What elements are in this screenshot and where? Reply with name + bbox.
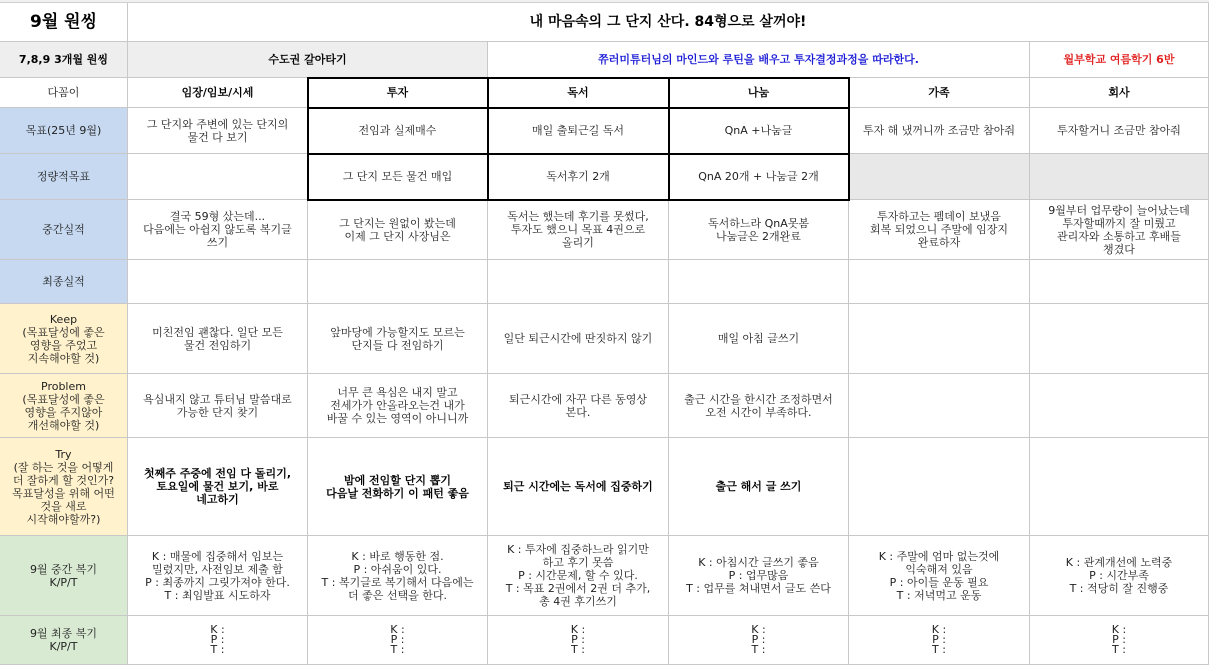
sub-left-label: 7,8,9 3개월 원씽 [18, 53, 109, 66]
cell-text: 출근 해서 글 쓰기 [715, 480, 802, 493]
cell-goal-family[interactable] [849, 108, 1030, 154]
row-label-problem[interactable] [0, 374, 128, 438]
column-header-label: 임장/임보/시세 [181, 86, 254, 99]
cell-text: K : 바로 행동한 점. P : 아쉬움이 있다. T : 복기글로 복기해서 다음에는 더 좋은 선택을 한다. [321, 549, 474, 602]
cell-finalreview-reading[interactable] [488, 616, 669, 665]
row-label-text: Keep (목표달성에 좋은 영향을 주었고 지속해야할 것) [22, 312, 105, 365]
cell-quant-invest[interactable] [308, 154, 488, 200]
cell-try-company[interactable] [1030, 438, 1209, 536]
row-label-mid-review[interactable] [0, 536, 128, 616]
cell-text: K : P : T : [931, 623, 947, 656]
sub-left-cell[interactable] [0, 42, 128, 78]
cell-keep-imjang[interactable] [128, 304, 308, 374]
row-label-keep[interactable] [0, 304, 128, 374]
row-label-text: 중간실적 [42, 223, 85, 236]
column-header-label: 회사 [1108, 86, 1130, 99]
cell-text: K : 투자에 집중하느라 읽기만 하고 후기 못씀 P : 시간문제, 할 수 있다. T : 목표 2권에서 2권 더 추가, 총 4권 후기쓰기 [505, 543, 651, 608]
cell-text: K : P : T : [210, 623, 225, 656]
cell-quant-family[interactable] [849, 154, 1030, 200]
month-title: 9월 원씽 [29, 11, 97, 32]
row-label-text: 목표(25년 9월) [25, 124, 102, 137]
row-label-text: 정량적목표 [36, 170, 91, 183]
column-header-reading[interactable] [488, 78, 669, 108]
cell-text: 그 단지 모든 물건 매입 [342, 170, 453, 183]
cell-midreview-invest[interactable] [308, 536, 488, 616]
cell-goal-invest[interactable] [308, 108, 488, 154]
sub-class-label: 월부학교 여름학기 6반 [1063, 53, 1175, 66]
row-label-goal[interactable] [0, 108, 128, 154]
sub-class-cell[interactable] [1030, 42, 1209, 78]
cell-text: K : P : T : [570, 623, 586, 656]
cell-text: 독서는 했는데 후기를 못썼다, 투자도 했으니 목표 4권으로 올리기 [507, 210, 649, 249]
cell-text: 전임과 실제매수 [358, 124, 437, 137]
column-header-label: 가족 [928, 86, 950, 99]
row-label-final-result[interactable] [0, 260, 128, 304]
cell-text: 투자하고는 펨데이 보냈음 회복 되었으니 주말에 임장지 완료하자 [869, 210, 1008, 249]
cell-text: 미친전임 괜찮다. 일단 모든 물건 전임하기 [152, 325, 283, 352]
cell-text: 앞마당에 가능할지도 모르는 단지들 다 전임하기 [330, 325, 465, 352]
cell-keep-reading[interactable] [488, 304, 669, 374]
cell-text: K : 관계개선에 노력중 P : 시간부족 T : 적당히 잘 진행중 [1065, 556, 1173, 595]
cell-problem-company[interactable] [1030, 374, 1209, 438]
cell-text: 매일 아침 글쓰기 [717, 332, 800, 345]
cell-midreview-family[interactable] [849, 536, 1030, 616]
cell-mid-imjang[interactable] [128, 200, 308, 260]
cell-text: QnA 20개 + 나눔글 2개 [698, 170, 819, 183]
cell-text: 일단 퇴근시간에 딴짓하지 않기 [503, 332, 653, 345]
cell-problem-reading[interactable] [488, 374, 669, 438]
cell-text: 퇴근 시간에는 독서에 집중하기 [503, 480, 653, 493]
cell-text: 출근 시간을 한시간 조정하면서 오전 시간이 부족하다. [684, 392, 833, 419]
row-label-text: 9월 최종 복기 K/P/T [29, 627, 98, 653]
main-title: 내 마음속의 그 단지 산다. 84형으로 살꺼야! [529, 13, 807, 30]
cell-quant-imjang[interactable] [128, 154, 308, 200]
cell-keep-sharing[interactable] [669, 304, 849, 374]
cell-try-sharing[interactable] [669, 438, 849, 536]
cell-try-invest[interactable] [308, 438, 488, 536]
cell-goal-company[interactable] [1030, 108, 1209, 154]
cell-keep-company[interactable] [1030, 304, 1209, 374]
cell-text: 독서하느라 QnA못봄 나눔글은 2개완료 [707, 216, 810, 243]
cell-text: 매일 출퇴근길 독서 [531, 124, 624, 137]
column-header-label: 나눔 [747, 86, 770, 99]
column-header-label: 다꼼이 [47, 86, 80, 99]
cell-text: 결국 59형 샀는데... 다음에는 아쉽지 않도록 복기글 쓰기 [143, 210, 292, 249]
cell-final-family[interactable] [849, 260, 1030, 304]
cell-goal-sharing[interactable] [669, 108, 849, 154]
cell-mid-invest[interactable] [308, 200, 488, 260]
sub-theme-label: 수도권 갈아타기 [268, 53, 347, 66]
cell-final-reading[interactable] [488, 260, 669, 304]
cell-text: QnA +나눔글 [724, 124, 793, 137]
column-header-invest[interactable] [308, 78, 488, 108]
cell-mid-sharing[interactable] [669, 200, 849, 260]
cell-midreview-company[interactable] [1030, 536, 1209, 616]
row-label-text: 최종실적 [42, 275, 85, 288]
cell-finalreview-sharing[interactable] [669, 616, 849, 665]
row-label-quant-goal[interactable] [0, 154, 128, 200]
cell-finalreview-company[interactable] [1030, 616, 1209, 665]
row-label-try[interactable] [0, 438, 128, 536]
cell-final-imjang[interactable] [128, 260, 308, 304]
cell-text: 투자 해 냈꺼니까 조금만 참아줘 [862, 124, 1016, 137]
cell-keep-family[interactable] [849, 304, 1030, 374]
sub-theme-cell[interactable] [128, 42, 488, 78]
cell-midreview-sharing[interactable] [669, 536, 849, 616]
cell-final-sharing[interactable] [669, 260, 849, 304]
cell-final-company[interactable] [1030, 260, 1209, 304]
row-label-text: Problem (목표달성에 좋은 영향을 주지않아 개선해야할 것) [22, 379, 105, 432]
row-label-text: Try (잘 하는 것을 어떻게 더 잘하게 할 것인가? 목표달성을 위해 어떤 것을 새로 시작해야할까?) [12, 447, 115, 526]
cell-try-reading[interactable] [488, 438, 669, 536]
cell-text: K : P : T : [751, 623, 766, 656]
row-label-final-review[interactable] [0, 616, 128, 665]
row-label-text: 9월 중간 복기 K/P/T [29, 562, 98, 589]
column-header-name[interactable] [0, 78, 128, 108]
cell-problem-invest[interactable] [308, 374, 488, 438]
cell-text: 9월부터 업무량이 늘어났는데 투자할때까지 잘 미뤘고 관리자와 소통하고 후배들 챙겼다 [1048, 203, 1190, 256]
cell-text: 첫째주 주중에 전임 다 돌리기, 토요일에 물건 보기, 바로 네고하기 [143, 467, 291, 506]
cell-mid-family[interactable] [849, 200, 1030, 260]
cell-text: 너무 큰 욕심은 내지 말고 전세가가 안올라오는건 내가 바꿀 수 있는 영역이 아니니까 [326, 386, 469, 425]
cell-text: K : P : T : [1111, 623, 1127, 656]
cell-finalreview-invest[interactable] [308, 616, 488, 665]
month-title-cell[interactable] [0, 3, 128, 42]
cell-goal-imjang[interactable] [128, 108, 308, 154]
cell-finalreview-family[interactable] [849, 616, 1030, 665]
cell-text: 욕심내지 않고 튜터님 말씀대로 가능한 단지 찾기 [143, 392, 292, 419]
cell-try-family[interactable] [849, 438, 1030, 536]
cell-problem-imjang[interactable] [128, 374, 308, 438]
cell-text: 투자할거니 조금만 참아줘 [1057, 124, 1181, 137]
cell-text: 그 단지는 원없이 봤는데 이제 그 단지 사장님은 [339, 216, 456, 243]
main-title-cell[interactable] [128, 3, 1209, 42]
cell-text: 퇴근시간에 자꾸 다른 동영상 본다. [508, 392, 647, 419]
cell-quant-sharing[interactable] [669, 154, 849, 200]
column-header-imjang[interactable] [128, 78, 308, 108]
column-header-company[interactable] [1030, 78, 1209, 108]
column-header-label: 독서 [567, 86, 589, 99]
column-header-family[interactable] [849, 78, 1030, 108]
cell-text: K : 아침시간 글쓰기 좋음 P : 업무많음 T : 업무를 쳐내면서 글도 쓴다 [686, 556, 831, 595]
cell-mid-reading[interactable] [488, 200, 669, 260]
row-label-mid-result[interactable] [0, 200, 128, 260]
cell-text: K : 주말에 엄마 없는것에 익숙해져 있음 P : 아이들 운동 필요 T : 저녁먹고 운동 [878, 549, 1000, 602]
cell-keep-invest[interactable] [308, 304, 488, 374]
column-header-label: 투자 [386, 86, 409, 99]
cell-problem-sharing[interactable] [669, 374, 849, 438]
cell-midreview-imjang[interactable] [128, 536, 308, 616]
cell-problem-family[interactable] [849, 374, 1030, 438]
cell-text: K : P : T : [390, 623, 405, 656]
cell-text: 그 단지와 주변에 있는 단지의 물건 다 보기 [146, 117, 289, 144]
column-header-sharing[interactable] [669, 78, 849, 108]
sub-mission-cell[interactable] [488, 42, 1030, 78]
cell-quant-company[interactable] [1030, 154, 1209, 200]
sub-mission-label: 쮸러미튜터님의 마인드와 루틴을 배우고 투자결정과정을 따라한다. [598, 53, 919, 66]
cell-text: 밤에 전임할 단지 뽑기 다음날 전화하기 이 패턴 좋음 [326, 473, 469, 500]
cell-try-imjang[interactable] [128, 438, 308, 536]
cell-finalreview-imjang[interactable] [128, 616, 308, 665]
cell-final-invest[interactable] [308, 260, 488, 304]
cell-text: K : 매물에 집중해서 임보는 밀렸지만, 사전임보 제출 함 P : 최종까지 그릿가져야 한다. T : 최임발표 시도하자 [145, 549, 290, 602]
cell-mid-company[interactable] [1030, 200, 1209, 260]
cell-quant-reading[interactable] [488, 154, 669, 200]
cell-text: 독서후기 2개 [546, 170, 610, 183]
cell-goal-reading[interactable] [488, 108, 669, 154]
cell-midreview-reading[interactable] [488, 536, 669, 616]
